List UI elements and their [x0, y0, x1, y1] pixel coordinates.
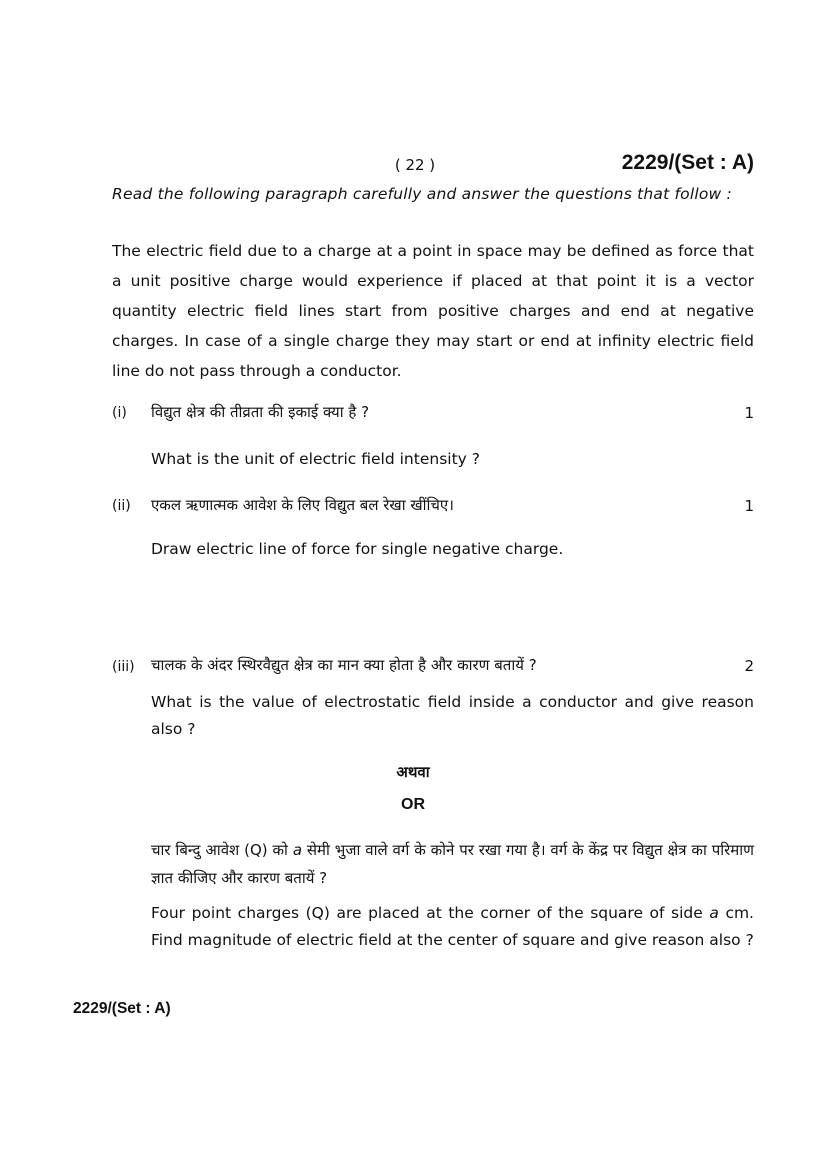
alt-english-variable: a — [709, 904, 719, 922]
or-english: OR — [401, 796, 425, 813]
question-3-hindi: चालक के अंदर स्थिरवैद्युत क्षेत्र का मान क्या होता है और कारण बतायें ? — [151, 656, 537, 674]
question-2-number: (ii) — [112, 498, 131, 514]
alt-english-part2: cm. Find magnitude of electric field at the center of square and give reason also ? — [151, 904, 754, 949]
alternative-question-english — [151, 900, 754, 954]
set-code-footer: 2229/(Set : A) — [73, 1000, 171, 1017]
question-3-number: (iii) — [112, 659, 135, 675]
question-3-marks: 2 — [744, 657, 754, 675]
question-2-marks: 1 — [744, 497, 754, 515]
alt-hindi-part2: सेमी भुजा वाले वर्ग के कोने पर रखा गया है। वर्ग के केंद्र पर विद्युत क्षेत्र का परिमाण ज्ञात कीजिए और कारण बतायें ? — [151, 841, 754, 887]
alt-hindi-part1: चार बिन्दु आवेश (Q) को — [151, 841, 288, 859]
set-code-header: 2229/(Set : A) — [621, 151, 754, 174]
instruction-text: Read the following paragraph carefully and answer the questions that follow : — [112, 185, 732, 203]
question-1-marks: 1 — [744, 404, 754, 422]
question-2-hindi: एकल ऋणात्मक आवेश के लिए विद्युत बल रेखा खींचिए। — [151, 496, 454, 514]
page-number: ( 22 ) — [394, 156, 436, 174]
question-3-english: What is the value of electrostatic field inside a conductor and give reason also ? — [151, 693, 754, 738]
question-1-english: What is the unit of electric field intensity ? — [151, 450, 480, 468]
alt-hindi-variable: a — [292, 841, 303, 859]
question-2-english: Draw electric line of force for single negative charge. — [151, 540, 564, 558]
question-1-number: (i) — [112, 405, 127, 421]
passage-paragraph: The electric field due to a charge at a point in space may be defined as force that a unit positive charge would experience if placed at that point it is a vector quantity electric field lines start from positive charges and end at negative charges. In case of a single charge they may start or end at infinity electric field line do not pass through a conductor. — [112, 242, 754, 380]
alt-english-part1: Four point charges (Q) are placed at the corner of the square of side — [151, 904, 703, 922]
question-1-hindi: विद्युत क्षेत्र की तीव्रता की इकाई क्या है ? — [151, 403, 370, 421]
or-hindi: अथवा — [396, 763, 430, 781]
alternative-question-hindi — [151, 836, 754, 892]
